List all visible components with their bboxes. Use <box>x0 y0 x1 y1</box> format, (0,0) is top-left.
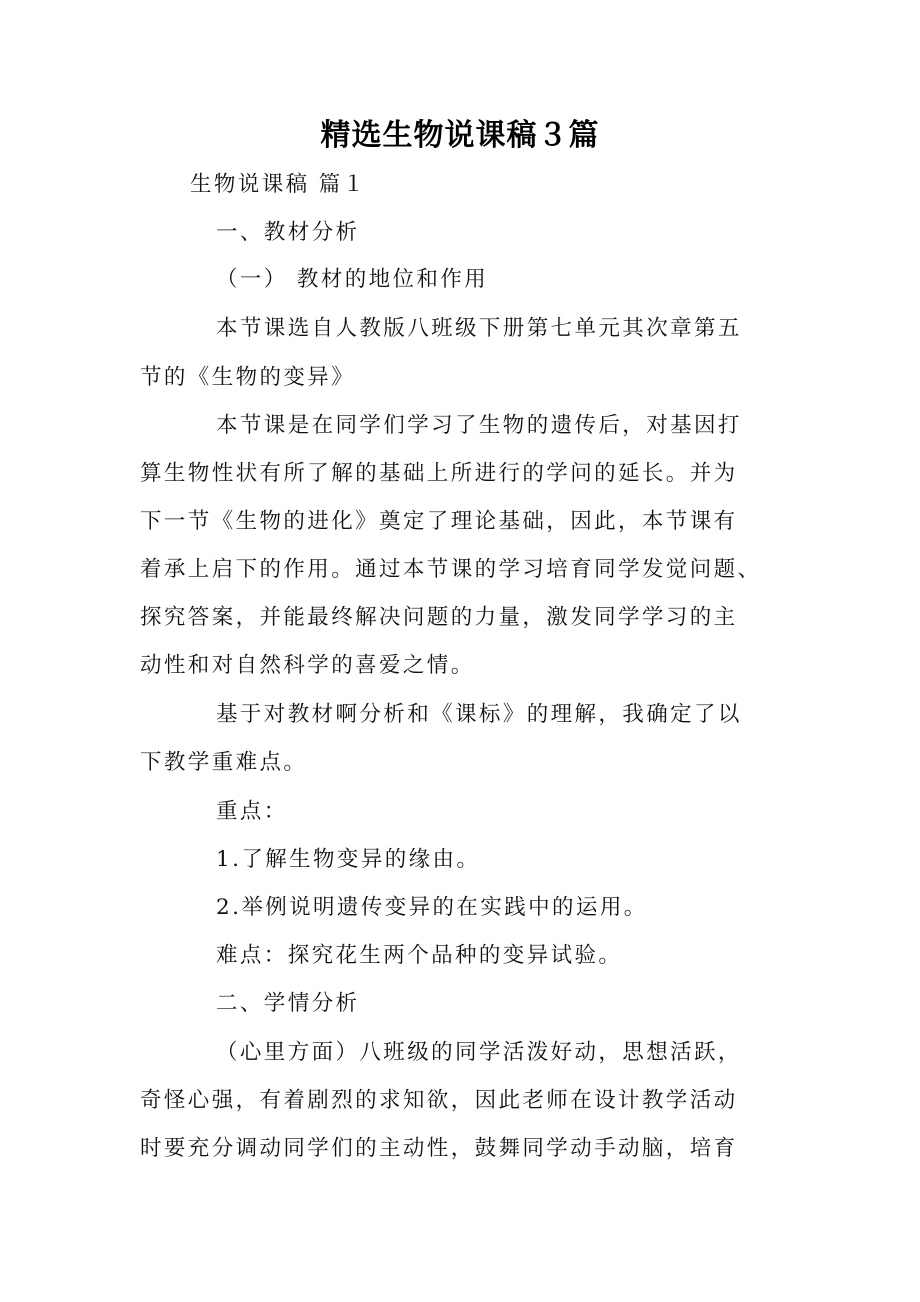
paragraph-line: 节的《生物的变异》 <box>140 365 356 390</box>
paragraph-line: 动性和对自然科学的喜爱之情。 <box>140 653 475 678</box>
paragraph-line: 奇怪心强，有着剧烈的求知欲，因此老师在设计教学活动 <box>140 1088 738 1113</box>
difficulty-line: 难点：探究花生两个品种的变异试验。 <box>216 943 623 968</box>
paragraph-line: 着承上启下的作用。通过本节课的学习培育同学发觉问题、 <box>140 557 762 582</box>
paragraph-line: 时要充分调动同学们的主动性，鼓舞同学动手动脑，培育 <box>140 1136 738 1161</box>
list-item: 1.了解生物变异的缘由。 <box>216 847 481 872</box>
document-title: 精选生物说课稿３篇 <box>320 118 600 153</box>
list-item: 2.举例说明遗传变异的在实践中的运用。 <box>216 895 648 920</box>
subsection-heading: （一） 教材的地位和作用 <box>216 267 489 292</box>
paragraph-line: 基于对教材啊分析和《课标》的理解，我确定了以 <box>216 702 742 727</box>
section-subtitle: 生物说课稿 篇１ <box>190 172 367 197</box>
paragraph-line: 本节课是在同学们学习了生物的遗传后，对基因打 <box>216 413 742 438</box>
paragraph-line: 本节课选自人教版八班级下册第七单元其次章第五 <box>216 316 742 341</box>
key-point-label: 重点： <box>216 799 288 824</box>
section-heading: 一、教材分析 <box>216 220 360 245</box>
paragraph-line: 下教学重难点。 <box>140 750 308 775</box>
paragraph-line: 下一节《生物的进化》奠定了理论基础，因此，本节课有 <box>140 509 738 534</box>
paragraph-line: （心里方面）八班级的同学活泼好动，思想活跃， <box>216 1040 742 1065</box>
paragraph-line: 探究答案，并能最终解决问题的力量，激发同学学习的主 <box>140 605 738 630</box>
paragraph-line: 算生物性状有所了解的基础上所进行的学问的延长。并为 <box>140 461 738 486</box>
section-heading: 二、学情分析 <box>216 991 360 1016</box>
